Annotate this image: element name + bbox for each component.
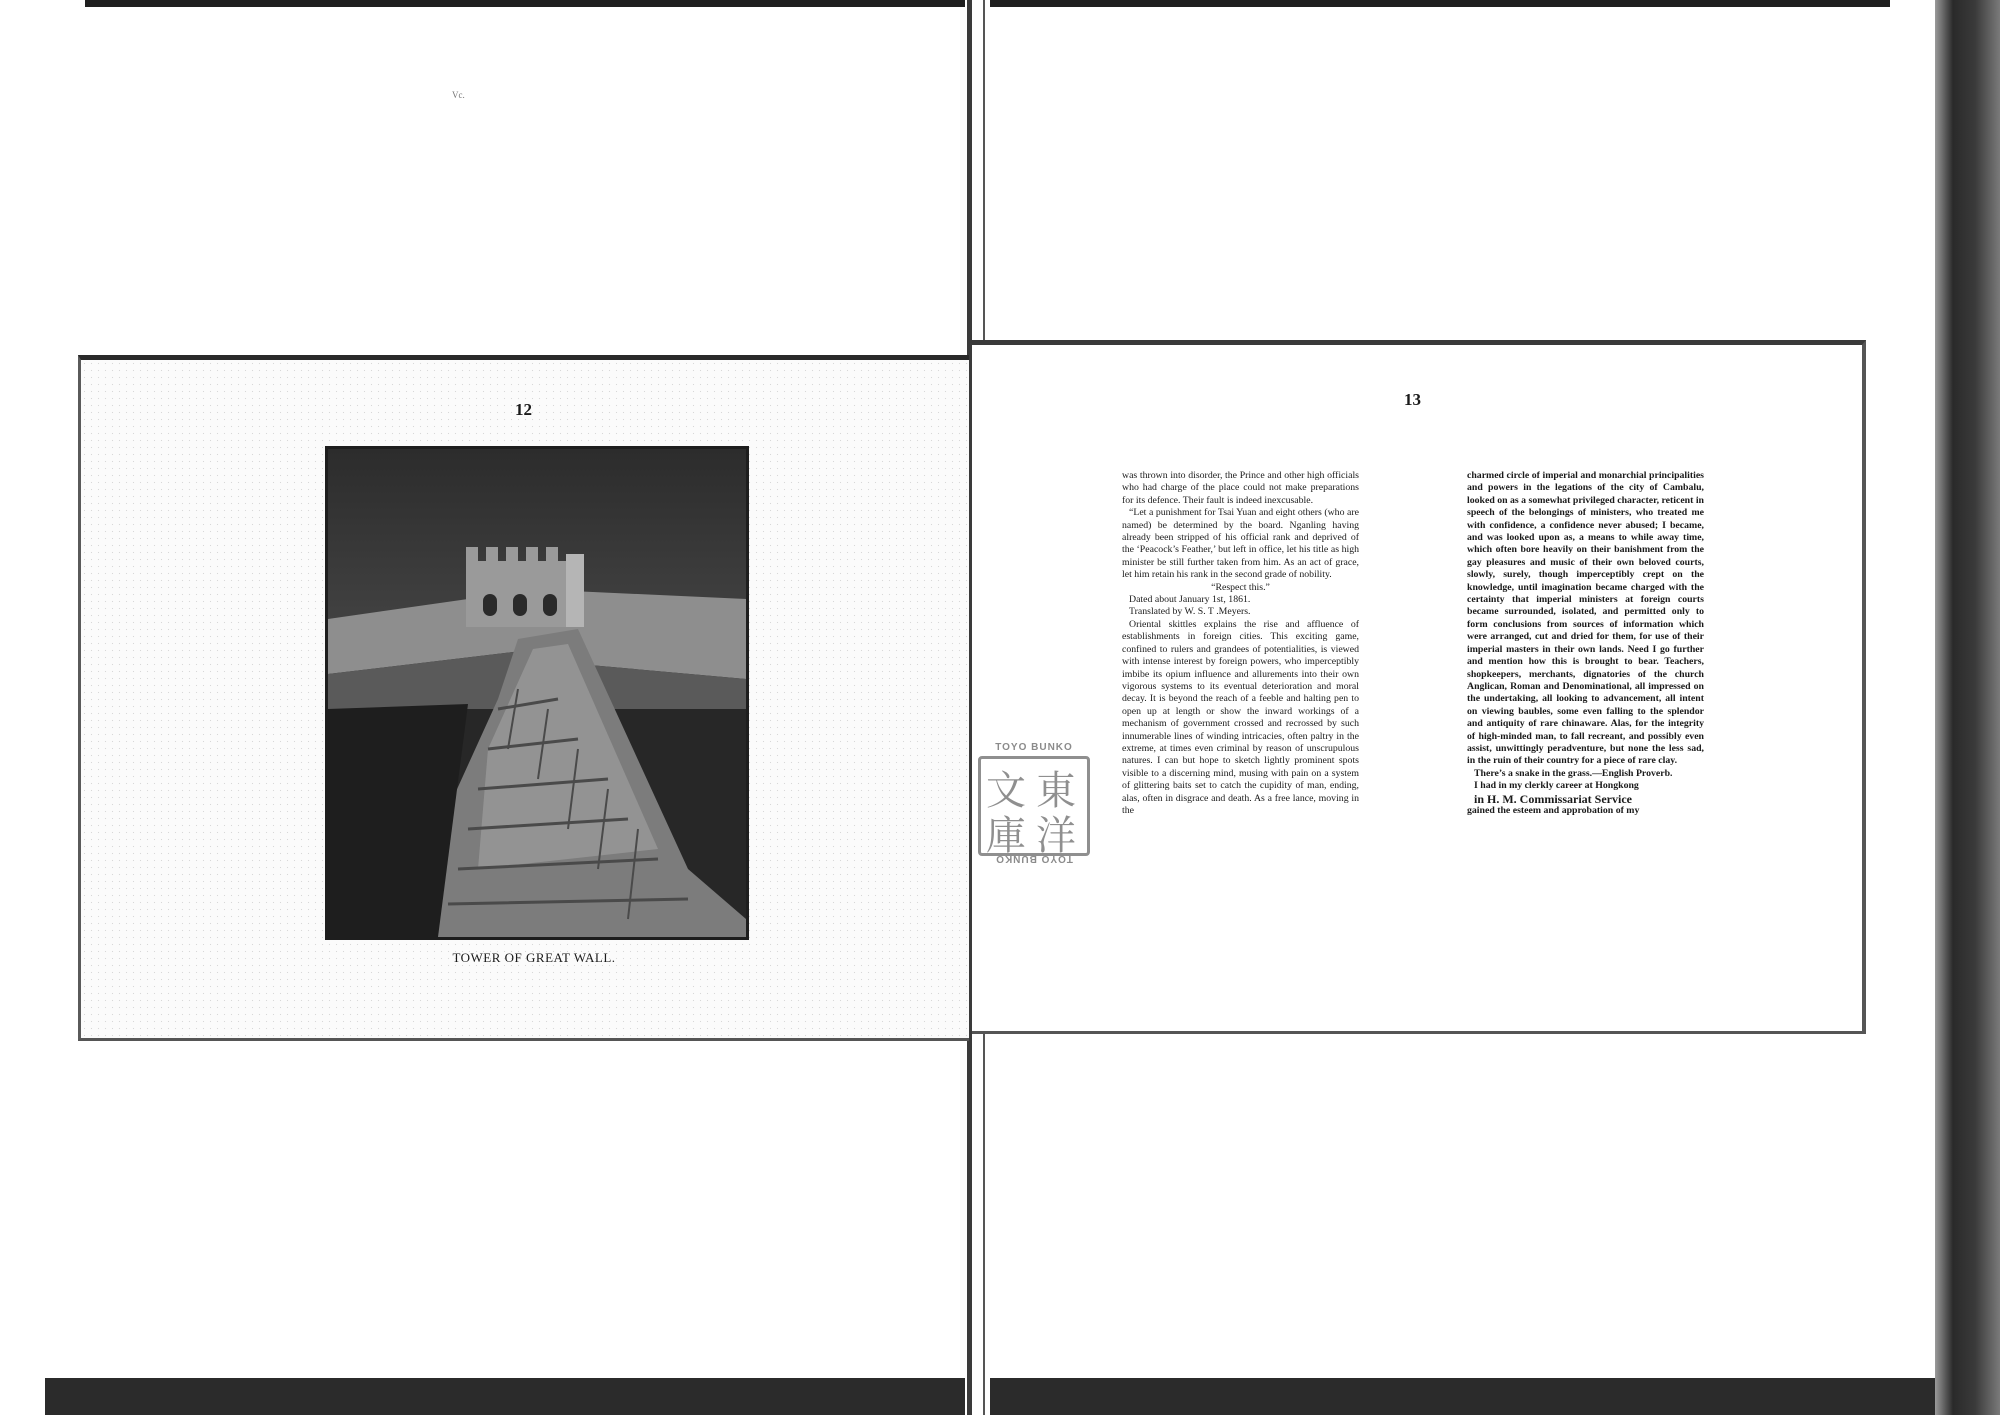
stamp-bottom-label: TOYO BUNKO xyxy=(995,853,1073,864)
paragraph: was thrown into disorder, the Prince and other high officials who had charge of the place could not make preparations for its defence. Their fault is indeed inexcusable. xyxy=(1122,470,1359,506)
left-page-number: 12 xyxy=(515,400,532,419)
scan-edge-top-left xyxy=(85,0,965,7)
right-page xyxy=(972,340,1866,1034)
scan-edge-right xyxy=(1935,0,2000,1415)
stamp-top-label: TOYO BUNKO xyxy=(995,742,1073,753)
corner-mark: Vc. xyxy=(452,90,465,100)
text-column-left xyxy=(1122,470,1359,817)
paragraph: charmed circle of imperial and monarchial principalities and powers in the legations of the city of Cambalu, looked on as a somewhat privileged character, reticent in speech of the belongings of ministers, who treated me with confidence, a confidence never abused; I became, and was looked upon as, a means to while away time, which often bore heavily on their banishment from the gay pleasures and music of their own beloved courts, slowly, surely, though imperceptibly crept on the knowledge, until imagination became charged with the certainty that imperial ministers at foreign courts became surrounded, isolated, and permitted only to form conclusions from sources of information which were arranged, cut and dried for them, for use of their imperial masters in their own lands. Need I go further and mention how this is brought to bear. Teachers, shopkeepers, merchants, dignatories of the church Anglican, Roman and Denominational, all impressed on the undertaking, all looking to advancement, all intent on viewing baubles, some even falling to the splendor and antiquity of rare chinaware. Alas, for the integrity of high-minded man, to fall recreant, and possibly even assist, unwittingly peradventure, but none the less sad, in the ruin of their country for a piece of rare clay. xyxy=(1467,470,1705,767)
paragraph: “Let a punishment for Tsai Yuan and eight others (who are named) be determined by the board. Nganling having already been stripped of his official rank and deprived of the ‘Peacock’s Feather,’ but left in office, let his title as high minister be still further taken from him. As an act of grace, let him retain his rank in the second grade of nobility. xyxy=(1122,507,1359,581)
stamp-glyph: 東 xyxy=(1036,768,1076,814)
paragraph: in H. M. Commissariat Service xyxy=(1474,791,1632,806)
right-page-number: 13 xyxy=(1404,390,1421,409)
paragraph: “Respect this.” xyxy=(1211,581,1270,593)
scan-edge-bottom-right xyxy=(990,1378,1935,1415)
stamp-glyph: 庫 xyxy=(986,813,1026,859)
great-wall-photo xyxy=(325,446,749,940)
toyo-bunko-stamp xyxy=(975,742,1093,864)
paragraph: I had in my clerkly career at Hongkong xyxy=(1474,780,1639,792)
stamp-glyph: 文 xyxy=(986,768,1026,814)
text-column-right xyxy=(1467,470,1704,817)
paragraph: Translated by W. S. T .Meyers. xyxy=(1129,606,1251,618)
paragraph: gained the esteem and approbation of my xyxy=(1467,804,1640,816)
paragraph: Oriental skittles explains the rise and affluence of establishments in foreign cities. This exciting game, confined to rulers and grandees of potentialities, is viewed with intense interest by foreign powers, who imperceptibly imbibe its opium influence and allurements into their own vigorous systems to its eventual deterioration and moral decay. It is beyond the reach of a feeble and halting pen to open up at length or show the inward workings of a mechanism of government crossed and recrossed by such innumerable lines of winding intricacies, often paltry in the extreme, at times even criminal by reason of unscrupulous natures. I can but hope to sketch lightly prominent spots visible to a discerning mind, musing with pain on a system of glittering baits set to catch the cupidity of man, ending, alas, often in disgrace and death. As a free lance, moving in the xyxy=(1122,618,1359,816)
stamp-glyph: 洋 xyxy=(1036,813,1076,859)
scan-edge-bottom-left xyxy=(45,1378,965,1415)
scan-edge-top-right xyxy=(990,0,1890,7)
photo-caption: TOWER OF GREAT WALL. xyxy=(452,950,616,965)
paragraph: There’s a snake in the grass.—English Proverb. xyxy=(1474,767,1673,779)
paragraph: Dated about January 1st, 1861. xyxy=(1129,594,1251,606)
